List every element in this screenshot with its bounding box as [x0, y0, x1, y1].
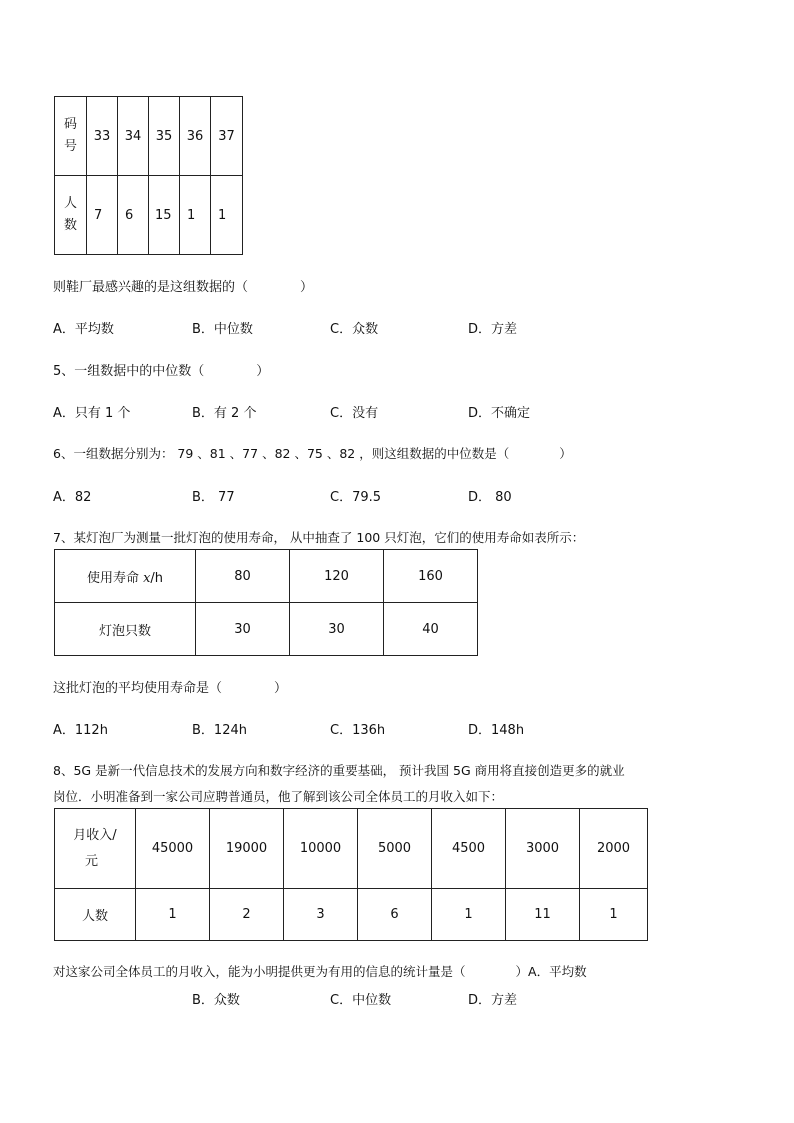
q6-stem: 6、一组数据分别为： 79 、81 、77 、82 、75 、82 ，则这组数据的中位数是（ ）	[53, 446, 572, 461]
q5-stem: 5、一组数据中的中位数（ ）	[53, 364, 270, 379]
life-unit: /h	[150, 570, 164, 586]
table-header-cell: 80	[196, 550, 290, 603]
q6-option-a: A．82	[53, 490, 92, 505]
table-cell: 11	[506, 889, 580, 941]
table-header-cell: 19000	[210, 809, 284, 889]
size-label: 码号	[63, 117, 77, 154]
q5-option-b: B．有 2 个	[192, 406, 257, 421]
q5-option-a: A．只有 1 个	[53, 406, 131, 421]
table-header-cell: 2000	[580, 809, 648, 889]
shoe-size-table	[54, 96, 243, 255]
table-header-cell: 120	[290, 550, 384, 603]
q8-option-d: D．方差	[468, 993, 518, 1008]
table-header-cell: 45000	[136, 809, 210, 889]
q7-stem: 7、某灯泡厂为测量一批灯泡的使用寿命， 从中抽查了 100 只灯泡，它们的使用寿命如表所示：	[53, 530, 585, 545]
q7-option-b: B．124h	[192, 723, 247, 738]
table-header-cell: 33	[87, 97, 118, 176]
q4-option-d: D．方差	[468, 322, 518, 337]
income-table	[54, 808, 648, 941]
table-cell: 1	[580, 889, 648, 941]
table-header-cell: 34	[118, 97, 149, 176]
table-cell: 6	[118, 176, 149, 255]
q8-question-text: 对这家公司全体员工的月收入，能为小明提供更为有用的信息的统计量是（ ）	[53, 964, 529, 979]
table-cell: 1	[136, 889, 210, 941]
q8-stem-line1: 8、5G 是新一代信息技术的发展方向和数字经济的重要基础， 预计我国 5G 商用将直接创造更多的就业	[53, 763, 625, 778]
q4-option-b: B．中位数	[192, 322, 253, 337]
table-cell: 1	[180, 176, 211, 255]
table-cell: 30	[196, 603, 290, 656]
q8-option-a: A．平均数	[528, 964, 587, 979]
table-header-cell	[55, 809, 136, 889]
q7-question: 这批灯泡的平均使用寿命是（ ）	[53, 681, 288, 696]
table-header-cell: 37	[211, 97, 243, 176]
q7-option-d: D．148h	[468, 723, 525, 738]
income-label: 月收入/	[73, 827, 117, 843]
table-cell: 6	[358, 889, 432, 941]
table-header-cell: 35	[149, 97, 180, 176]
table-header-cell: 5000	[358, 809, 432, 889]
q8-question	[53, 962, 587, 980]
table-cell: 1	[211, 176, 243, 255]
table-cell: 人数	[55, 889, 136, 941]
life-variable: x	[143, 570, 151, 586]
q7-option-c: C．136h	[330, 723, 386, 738]
q8-option-b: B．众数	[192, 993, 240, 1008]
q8-stem-line2: 岗位．小明准备到一家公司应聘普通员，他了解到该公司全体员工的月收入如下：	[53, 789, 504, 804]
bulb-life-table	[54, 549, 478, 656]
table-header-cell	[55, 97, 87, 176]
table-cell: 15	[149, 176, 180, 255]
table-cell: 3	[284, 889, 358, 941]
table-cell: 2	[210, 889, 284, 941]
q7-option-a: A．112h	[53, 723, 108, 738]
life-label: 使用寿命	[86, 570, 144, 586]
table-cell: 灯泡只数	[55, 603, 196, 656]
table-header-cell: 4500	[432, 809, 506, 889]
income-unit: 元	[85, 853, 99, 869]
q8-option-c: C．中位数	[330, 993, 392, 1008]
table-cell: 30	[290, 603, 384, 656]
q6-option-c: C．79.5	[330, 490, 382, 505]
q4-option-a: A．平均数	[53, 322, 114, 337]
q6-option-d: D． 80	[468, 490, 512, 505]
table-header-cell	[55, 550, 196, 603]
table-header-cell: 160	[384, 550, 478, 603]
q6-option-b: B． 77	[192, 490, 235, 505]
table-header-cell: 10000	[284, 809, 358, 889]
table-cell	[55, 176, 87, 255]
q5-option-d: D．不确定	[468, 406, 531, 421]
q4-stem: 则鞋厂最感兴趣的是这组数据的（ ）	[53, 280, 314, 295]
table-header-cell: 3000	[506, 809, 580, 889]
q5-option-c: C．没有	[330, 406, 379, 421]
table-cell: 40	[384, 603, 478, 656]
table-header-cell: 36	[180, 97, 211, 176]
count-label: 人数	[63, 196, 77, 233]
q4-option-c: C．众数	[330, 322, 379, 337]
table-cell: 1	[432, 889, 506, 941]
table-cell: 7	[87, 176, 118, 255]
